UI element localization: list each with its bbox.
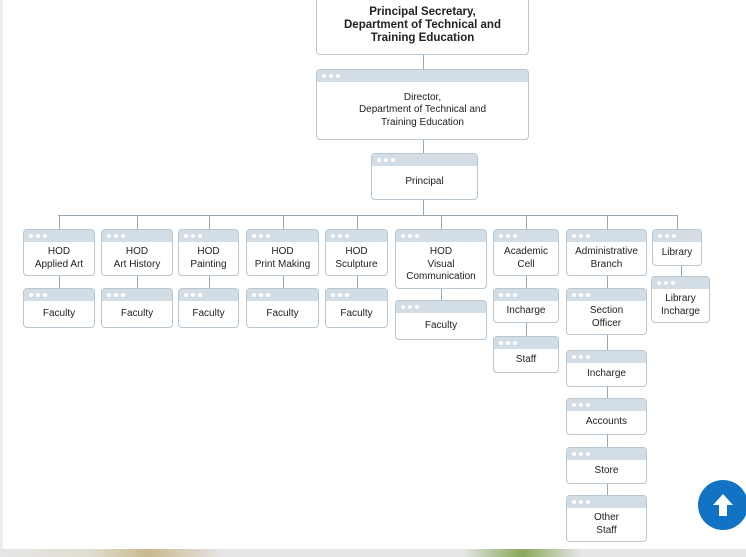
node-header-bar bbox=[179, 230, 238, 242]
academic-cell-child-node bbox=[493, 288, 559, 323]
connector-line bbox=[357, 215, 358, 229]
node-header-bar bbox=[396, 230, 486, 242]
more-dots-icon bbox=[184, 233, 202, 239]
node-label: Faculty bbox=[192, 307, 225, 319]
node-label: Director, Department of Technical and Training Education bbox=[358, 91, 487, 128]
more-dots-icon bbox=[572, 499, 590, 505]
principal-node bbox=[371, 153, 478, 200]
administrative-branch-child-node bbox=[566, 350, 647, 387]
more-dots-icon bbox=[572, 354, 590, 360]
node-label: Incharge bbox=[587, 368, 626, 380]
connector-line bbox=[59, 276, 60, 288]
more-dots-icon bbox=[572, 402, 590, 408]
connector-line bbox=[209, 276, 210, 288]
visual-communication-child-node bbox=[395, 300, 487, 340]
connector-line bbox=[607, 215, 608, 229]
director-node bbox=[316, 69, 529, 140]
more-dots-icon bbox=[252, 233, 270, 239]
more-dots-icon bbox=[107, 233, 125, 239]
node-label: HOD Applied Art bbox=[34, 246, 84, 270]
more-dots-icon bbox=[572, 292, 590, 298]
node-label: HOD Sculpture bbox=[335, 246, 378, 270]
node-header-bar bbox=[247, 230, 318, 242]
node-label: Accounts bbox=[585, 416, 628, 428]
node-header-bar bbox=[567, 230, 646, 242]
node-header-bar bbox=[653, 230, 701, 242]
connector-line bbox=[137, 276, 138, 288]
dept-head-sculpture bbox=[325, 229, 388, 276]
more-dots-icon bbox=[331, 292, 349, 298]
node-header-bar bbox=[24, 289, 94, 301]
dept-head-painting bbox=[178, 229, 239, 276]
connector-bus bbox=[58, 215, 677, 216]
node-label: Faculty bbox=[120, 307, 154, 319]
connector-line bbox=[423, 200, 424, 215]
connector-line bbox=[607, 387, 608, 398]
more-dots-icon bbox=[499, 340, 517, 346]
connector-line bbox=[526, 323, 527, 336]
administrative-branch-child-node bbox=[566, 398, 647, 435]
principal-secretary-node bbox=[316, 0, 529, 55]
node-label: Principal bbox=[405, 176, 444, 188]
node-header-bar bbox=[494, 230, 558, 242]
node-header-bar bbox=[179, 289, 238, 301]
connector-line bbox=[526, 215, 527, 229]
connector-line bbox=[526, 276, 527, 288]
node-label: Faculty bbox=[424, 319, 458, 331]
more-dots-icon bbox=[658, 233, 676, 239]
connector-line bbox=[607, 335, 608, 350]
node-label: Other Staff bbox=[593, 512, 619, 536]
administrative-branch-child-node bbox=[566, 495, 647, 542]
node-label: Faculty bbox=[340, 307, 373, 319]
more-dots-icon bbox=[401, 233, 419, 239]
node-header-bar bbox=[567, 496, 646, 508]
node-label: Academic Cell bbox=[504, 246, 548, 270]
more-dots-icon bbox=[377, 157, 395, 163]
node-label: HOD Visual Communication bbox=[406, 246, 476, 283]
scroll-to-top-button[interactable] bbox=[698, 480, 746, 530]
connector-line bbox=[677, 215, 678, 229]
library-child-node bbox=[651, 276, 710, 323]
node-header-bar bbox=[567, 399, 646, 411]
connector-line bbox=[441, 215, 442, 229]
connector-line bbox=[209, 215, 210, 229]
node-label: Faculty bbox=[266, 307, 299, 319]
node-label: Library Incharge bbox=[661, 293, 700, 317]
connector-line bbox=[423, 140, 424, 153]
node-header-bar bbox=[317, 70, 528, 82]
node-label: Administrative Branch bbox=[575, 246, 638, 270]
more-dots-icon bbox=[499, 233, 517, 239]
more-dots-icon bbox=[29, 292, 47, 298]
sculpture-child-node bbox=[325, 288, 388, 328]
more-dots-icon bbox=[107, 292, 125, 298]
connector-line bbox=[283, 215, 284, 229]
dept-head-applied-art bbox=[23, 229, 95, 276]
node-header-bar bbox=[652, 277, 709, 289]
applied-art-child-node bbox=[23, 288, 95, 328]
node-label: Store bbox=[594, 465, 619, 477]
print-making-child-node bbox=[246, 288, 319, 328]
more-dots-icon bbox=[322, 73, 340, 79]
painting-child-node bbox=[178, 288, 239, 328]
connector-line bbox=[441, 289, 442, 300]
node-header-bar bbox=[326, 289, 387, 301]
node-label: Principal Secretary, Department of Technical and Training Education bbox=[344, 6, 501, 44]
more-dots-icon bbox=[29, 233, 47, 239]
connector-line bbox=[423, 55, 424, 69]
connector-line bbox=[137, 215, 138, 229]
dept-head-administrative-branch bbox=[566, 229, 647, 276]
node-header-bar bbox=[102, 289, 172, 301]
node-label: Staff bbox=[515, 354, 537, 366]
more-dots-icon bbox=[331, 233, 349, 239]
more-dots-icon bbox=[572, 233, 590, 239]
node-header-bar bbox=[326, 230, 387, 242]
dept-head-library bbox=[652, 229, 702, 266]
administrative-branch-child-node bbox=[566, 447, 647, 484]
connector-line bbox=[59, 215, 60, 229]
node-header-bar bbox=[567, 351, 646, 363]
node-label: Incharge bbox=[506, 305, 546, 317]
dept-head-academic-cell bbox=[493, 229, 559, 276]
node-label: Section Officer bbox=[589, 305, 624, 329]
more-dots-icon bbox=[401, 304, 419, 310]
node-label: HOD Art History bbox=[113, 246, 161, 270]
node-header-bar bbox=[494, 289, 558, 301]
node-header-bar bbox=[247, 289, 318, 301]
academic-cell-child-node bbox=[493, 336, 559, 373]
connector-line bbox=[607, 484, 608, 495]
footer-image-strip bbox=[0, 549, 746, 557]
connector-line bbox=[607, 276, 608, 288]
node-header-bar bbox=[102, 230, 172, 242]
node-header-bar bbox=[494, 337, 558, 349]
node-header-bar bbox=[372, 154, 477, 166]
node-header-bar bbox=[24, 230, 94, 242]
more-dots-icon bbox=[572, 451, 590, 457]
connector-line bbox=[607, 435, 608, 447]
node-label: Faculty bbox=[42, 307, 76, 319]
dept-head-print-making bbox=[246, 229, 319, 276]
dept-head-art-history bbox=[101, 229, 173, 276]
node-label: HOD Painting bbox=[190, 246, 227, 270]
administrative-branch-child-node bbox=[566, 288, 647, 335]
more-dots-icon bbox=[252, 292, 270, 298]
node-header-bar bbox=[567, 448, 646, 460]
connector-line bbox=[681, 266, 682, 276]
dept-head-visual-communication bbox=[395, 229, 487, 289]
connector-line bbox=[357, 276, 358, 288]
more-dots-icon bbox=[657, 280, 675, 286]
node-header-bar bbox=[567, 289, 646, 301]
node-header-bar bbox=[396, 301, 486, 313]
more-dots-icon bbox=[184, 292, 202, 298]
art-history-child-node bbox=[101, 288, 173, 328]
arrow-up-icon bbox=[711, 492, 735, 518]
more-dots-icon bbox=[499, 292, 517, 298]
connector-line bbox=[283, 276, 284, 288]
node-label: Library bbox=[661, 247, 693, 259]
node-label: HOD Print Making bbox=[254, 246, 311, 270]
